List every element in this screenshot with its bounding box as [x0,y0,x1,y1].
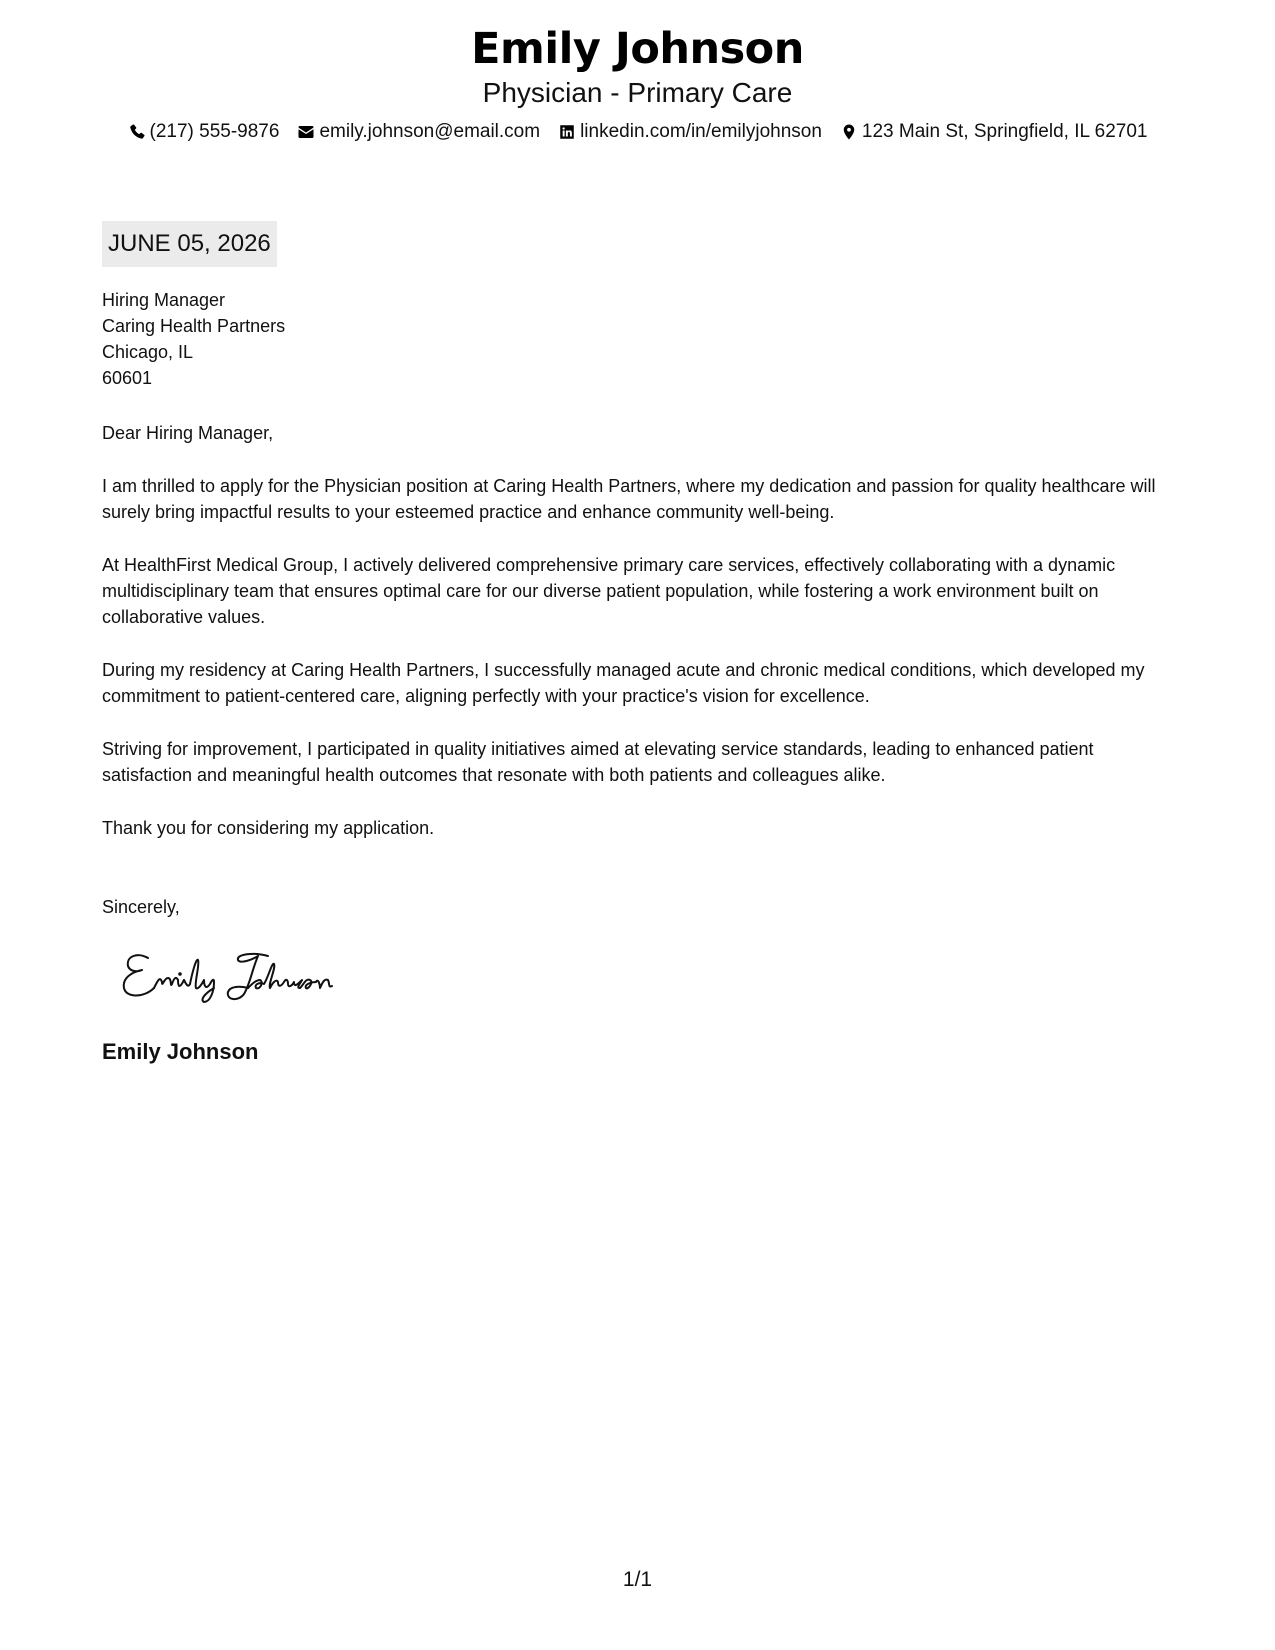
email-address[interactable]: emily.johnson@email.com [319,121,541,142]
phone-icon [128,123,146,141]
contact-phone [128,120,280,144]
envelope-icon [297,123,315,141]
closing: Sincerely, [102,897,180,917]
linkedin-url[interactable]: linkedin.com/in/emilyjohnson [580,121,822,142]
body-paragraph: At HealthFirst Medical Group, I actively delivered comprehensive primary care services, effectively collaborating with a dynamic multidisciplinary team that ensures optimal care for our diverse patient population, while fostering a work environment built on collaborative values. [102,555,1116,627]
contact-email[interactable] [297,120,540,144]
phone-number: (217) 555-9876 [149,121,280,142]
street-address: 123 Main St, Springfield, IL 62701 [861,121,1148,142]
signer-name: Emily Johnson [102,1039,259,1064]
applicant-job-title: Physician - Primary Care [482,77,793,108]
handwritten-signature [118,944,358,1006]
letter-body [102,420,1177,868]
contact-address [840,120,1148,144]
salutation: Dear Hiring Manager, [102,423,274,443]
body-paragraph: Striving for improvement, I participated in quality initiatives aimed at elevating service standards, leading to enhanced patient satisfaction and meaningful health outcomes that resonate with both patients and colleagues alike. [102,739,1094,785]
letter-date: JUNE 05, 2026 [102,221,277,267]
contact-linkedin[interactable] [558,120,822,144]
applicant-name: Emily Johnson [471,24,804,74]
recipient-company: Caring Health Partners [102,316,286,336]
body-paragraph: Thank you for considering my application. [102,818,435,838]
recipient-city-state: Chicago, IL [102,342,194,362]
recipient-title: Hiring Manager [102,290,226,310]
recipient-block [102,287,285,391]
map-pin-icon [840,123,858,141]
recipient-zip: 60601 [102,368,153,388]
contact-info-row [0,120,1275,144]
page-number: 1/1 [622,1568,653,1591]
linkedin-icon [558,123,576,141]
body-paragraph: I am thrilled to apply for the Physician position at Caring Health Partners, where my dedication and passion for quality healthcare will surely bring impactful results to your esteemed practice and enhance community well-being. [102,476,1156,522]
body-paragraph: During my residency at Caring Health Partners, I successfully managed acute and chronic medical conditions, which developed my commitment to patient-centered care, aligning perfectly with your practice's vision for excellence. [102,660,1145,706]
letter-header [0,22,1275,144]
